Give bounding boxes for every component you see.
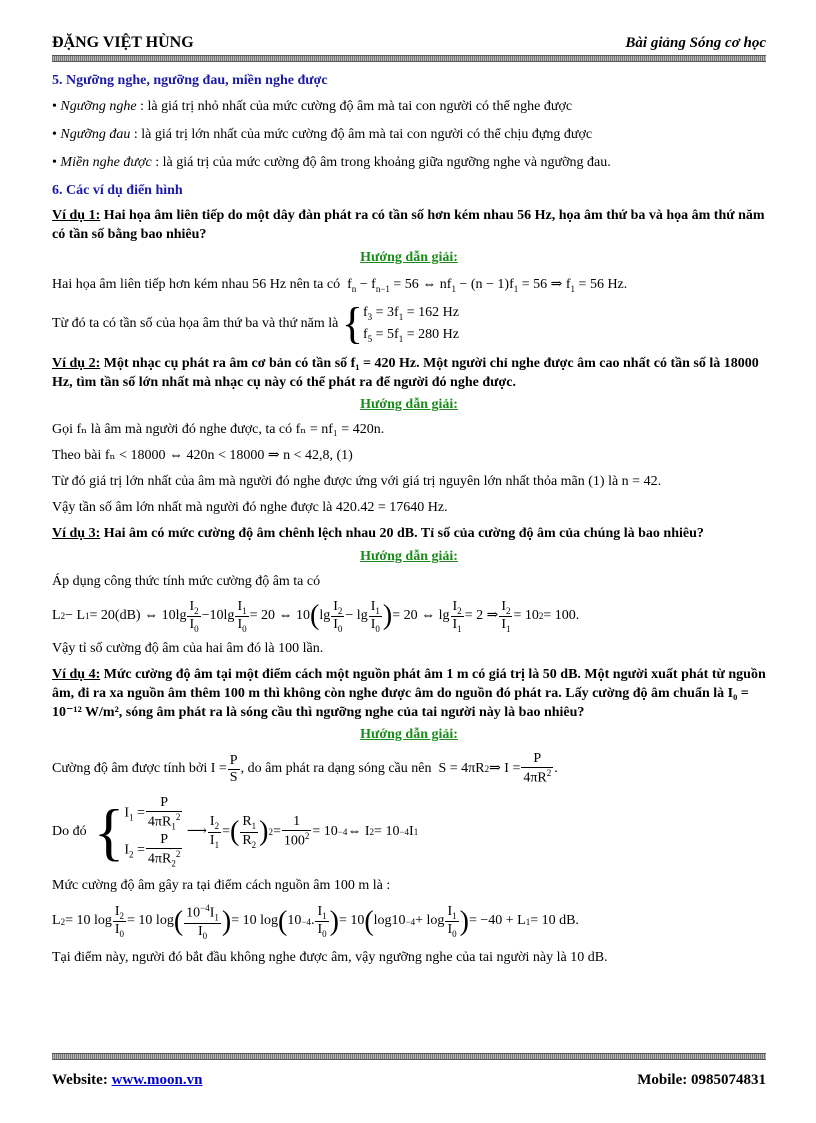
example-3-question: Ví dụ 3: Hai âm có mức cường độ âm chênh lệch nhau 20 dB. Tỉ số của cường độ âm của chúng là bao nhiêu? bbox=[52, 525, 704, 541]
footer-rule bbox=[52, 1053, 766, 1060]
section-5-title: 5. Ngưỡng nghe, ngưỡng đau, miền nghe được bbox=[52, 73, 328, 88]
ex1-solution-system: Từ đó ta có tần số của họa âm thứ ba và thứ năm là { $f_3 = 3f_1 = 162$ Hz $f_5 = 5f_1 = 280$ Hz bbox=[52, 299, 459, 349]
ex2-solution-line: Theo bài fₙ < 18000 ⇔ 420n < 18000 ⇒ n < 42,8, (1) bbox=[52, 448, 353, 464]
ex4-system: Do đó { $I_1$ = $\frac{P}{4\pi R_1^2}$ $I_2$ = $\frac{P}{4\pi R_2^2}$ ⟶ $\frac{I_2}{I_1}$ = ( $\frac{R_1}{R_2}$ ) 2 = $\frac{1}{100^2}$ = 10 −4 ⇔ I 2 = 10 −4 I 1 bbox=[52, 795, 419, 869]
example-4-question: Ví dụ 4: Mức cường độ âm tại một điểm cách một nguồn phát âm 1 m có giá trị là 50 dB. Một người xuất phát từ nguồn âm, đi ra xa nguồn âm thêm 100 m thì không còn nghe được âm do nguồn đó phát ra. Lấy cường độ âm chuẩn là I₀ = 10⁻¹² W/m², sóng âm phát ra là sóng cầu thì ngưỡng nghe của tai người này là bao nhiêu? bbox=[52, 666, 766, 720]
ex4-solution-line: Cường độ âm được tính bởi I = $\frac{P}{S}$ , do âm phát ra dạng sóng cầu nên S = 4πR 2 ⇒ I = $\frac{P}{4\pi R^2}$ . bbox=[52, 751, 558, 787]
ex1-solution-line: Hai họa âm liên tiếp hơn kém nhau 56 Hz nên ta có $f_n - f_{n-1} = 56$ ⇔ $nf_1 - (n - 1)f_1 = 56$ ⇒ $f_1 = 56$ Hz. bbox=[52, 277, 628, 294]
ex3-solution-line: Áp dụng công thức tính mức cường độ âm ta có bbox=[52, 573, 321, 589]
guide-heading: Hướng dẫn giải: bbox=[360, 548, 458, 564]
bullet-item: • Ngưỡng đau : là giá trị lớn nhất của mức cường độ âm mà tai con người có thể chịu đựng được bbox=[52, 126, 593, 142]
ex2-solution-line: Vậy tần số âm lớn nhất mà người đó nghe được là 420.42 = 17640 Hz. bbox=[52, 500, 448, 515]
guide-heading: Hướng dẫn giải: bbox=[360, 250, 458, 266]
website-link[interactable]: www.moon.vn bbox=[111, 1072, 203, 1088]
guide-heading: Hướng dẫn giải: bbox=[360, 727, 458, 743]
bullet-item: • Ngưỡng nghe : là giá trị nhỏ nhất của mức cường độ âm mà tai con người có thể nghe được bbox=[52, 98, 573, 114]
header-rule bbox=[52, 55, 766, 62]
ex3-solution-line: Vậy tỉ số cường độ âm của hai âm đó là 100 lần. bbox=[52, 640, 324, 656]
bullet-item: • Miền nghe được : là giá trị của mức cường độ âm trong khoảng giữa ngưỡng nghe và ngưỡng đau. bbox=[52, 154, 611, 170]
header-course: Bài giảng Sóng cơ học bbox=[625, 35, 766, 51]
page-footer bbox=[52, 1072, 766, 1089]
guide-heading: Hướng dẫn giải: bbox=[360, 397, 458, 413]
page-header bbox=[52, 34, 766, 52]
ex4-formula: L 2 = 10 log $\frac{I_2}{I_0}$ = 10 log ( $\frac{10^{-4}I_1}{I_0}$ ) = 10 log ( 10 −4 . $\frac{I_1}{I_0}$ ) = 10 ( log10 −4 + log $\frac{I_1}{I_0}$ ) = −40 + L 1 = 10 dB. bbox=[52, 902, 579, 941]
example-1-question: Ví dụ 1: Hai họa âm liên tiếp do một dây đàn phát ra có tần số hơn kém nhau 56 Hz, họa âm thứ ba và họa âm thứ năm có tần số bằng bao nhiêu? bbox=[52, 208, 765, 243]
section-6-title: 6. Các ví dụ điển hình bbox=[52, 182, 183, 198]
footer-website: Website: www.moon.vn bbox=[52, 1072, 203, 1088]
ex2-solution-line: Gọi fₙ là âm mà người đó nghe được, ta có fₙ = nf₁ = 420n. bbox=[52, 422, 385, 438]
document-body bbox=[52, 72, 766, 975]
ex4-solution-line: Tại điểm này, người đó bắt đầu không nghe được âm, vậy ngưỡng nghe của tai người này là 10 dB. bbox=[52, 949, 608, 965]
ex3-formula: L 2 − L 1 = 20(dB) ⇔ 10lg $\frac{I_2}{I_0}$ −10lg $\frac{I_1}{I_0}$ = 20 ⇔ 10 ( lg $\frac{I_2}{I_0}$ − lg $\frac{I_1}{I_0}$ ) = 20 ⇔ lg $\frac{I_2}{I_1}$ = 2 ⇒ $\frac{I_2}{I_1}$ = 10 2 = 100. bbox=[52, 598, 580, 634]
header-author: ĐẶNG VIỆT HÙNG bbox=[52, 34, 194, 51]
ex2-solution-line: Từ đó giá trị lớn nhất của âm mà người đó nghe được ứng với giá trị nguyên lớn nhất thỏa mãn (1) là n = 42. bbox=[52, 474, 662, 490]
footer-mobile: Mobile: 0985074831 bbox=[637, 1072, 766, 1088]
ex4-solution-line: Mức cường độ âm gây ra tại điểm cách nguồn âm 100 m là : bbox=[52, 877, 391, 893]
example-2-question: Ví dụ 2: Một nhạc cụ phát ra âm cơ bản có tần số f₁ = 420 Hz. Một người chỉ nghe được âm cao nhất có tần số là 18000 Hz, tìm tần số lớn nhất mà nhạc cụ này có thể phát ra để người đó nghe được. bbox=[52, 355, 759, 390]
